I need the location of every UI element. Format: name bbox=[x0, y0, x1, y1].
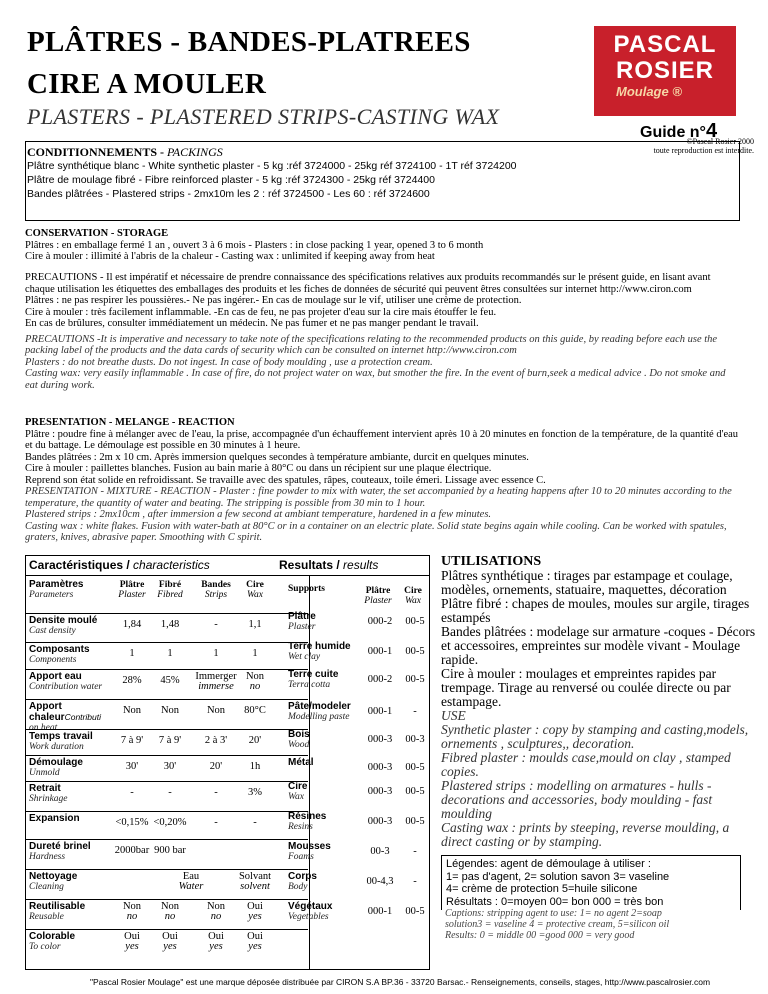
table-cell: 1,84 bbox=[122, 619, 142, 630]
col-platre: Plâtre Plaster bbox=[118, 580, 146, 600]
page-title-line2: CIRE A MOULER bbox=[27, 68, 267, 100]
table-cell: Oui yes bbox=[247, 901, 263, 922]
table-row-label: Expansion bbox=[29, 813, 80, 824]
precautions-section: PRECAUTIONS - Il est impératif et nécessaire de prendre connaissance des spécifications relatives aux produits recommandés sur le présent guide, en lisant avant chaque utilisation les étiquettes des emballages des produits et les fiches de données de sécurité qui peuvent êtres consultées sur internet http://www.ciron.com Plâtres : ne pas respirer les poussières.- Ne pas ingérer.- En cas de moulage sur le vif, utiliser une crème de protection. Cire à mouler : très facilement inflammable. -En cas de feu, ne pas projeter d'eau sur la cire mais étouffer le feu. En cas de brûlures, consulter immédiatement un médecin. Ne pas fumer et ne pas manger pendant le travail. PRECAUTIONS -It is imperative and necessary to take note of the specifications relating to the recommended products on this guide, by reading before each use the packing label of the products and the data cards of security which can be consulted on internet http://www.ciron.com Plasters : do not breathe dusts. Do not ingest. In case of body moulding , use a protection cream. Casting wax: very easily inflammable . In case of fire, do not project water on wax, but smother the fire. In the event of burn,seek a medical advice . Do not smoke and eat during work. bbox=[25, 272, 726, 391]
support-label: Terre humide Wet clay bbox=[288, 641, 351, 662]
row-divider bbox=[26, 669, 308, 670]
results-title: Resultats / results bbox=[279, 558, 379, 572]
copyright: ©Pascal Rosier 2000 toute reproduction est interdite. bbox=[653, 137, 754, 155]
table-cell: Non bbox=[122, 705, 142, 716]
table-cell: Oui yes bbox=[124, 931, 140, 952]
table-cell: Non bbox=[160, 705, 180, 716]
packing-line: Bandes plâtrées - Plastered strips - 2mx10m les 2 : réf 3724500 - Les 60 : réf 3724600 bbox=[27, 188, 430, 200]
utilisations-section: UTILISATIONS Plâtres synthétique : tirages par estampage et coulage, modèles, ornements, statuaire, maquettes, décoration Plâtre fibré : chapes de moules, moules sur argile, tirages estampés Bandes plâtrées : modelage sur armature -coques - Décors et accessoires, empreintes sur modèle vivant - Moulage rapide. Cire à mouler : moulages et empreintes rapides par trempage. Tirage au renversé ou coulée directe ou par estampage. USE Synthetic plaster : copy by stamping and casting,models, ornements , sculptures,, decoration. Fibred plaster : moulds case,mould on clay , stamped copies. Plastered strips : modelling on armatures - hulls - decorations and accessories, body moulding - fast moulding Casting wax : prints by steeping, reverse moulding, a direct casting or by stamping. bbox=[441, 554, 756, 849]
result-wax: - bbox=[413, 876, 417, 887]
table-cell: 1 bbox=[129, 648, 135, 659]
table-cell: Non no bbox=[160, 901, 180, 922]
legend-box: Légendes: agent de démoulage à utiliser : 1= pas d'agent, 2= solution savon 3= vaseline 4= crème de protection 5=huile silicone Résultats : 0=moyen 00= bon 000 = très bon bbox=[441, 855, 741, 910]
table-row-label: Colorable To color bbox=[29, 931, 76, 952]
logo-text-3: Moulage ® bbox=[616, 84, 682, 99]
row-divider bbox=[26, 811, 308, 812]
result-plaster: 000-3 bbox=[367, 816, 393, 827]
result-plaster: 000-3 bbox=[367, 786, 393, 797]
logo-text-1: PASCAL bbox=[613, 31, 717, 58]
support-label: Corps Body bbox=[288, 871, 317, 892]
table-cell: 45% bbox=[160, 675, 180, 686]
col-rcire: Cire Wax bbox=[404, 586, 422, 606]
packing-line: Plâtre de moulage fibré - Fibre reinforced plaster - 5 kg :réf 3724300 - 25kg réf 3724400 bbox=[27, 174, 435, 186]
table-cell: 3% bbox=[248, 787, 262, 798]
footer: "Pascal Rosier Moulage" est une marque déposée distribuée par CIRON S.A BP.36 - 33720 Barsac.- Renseignements, conseils, stages, http://www.pascalrosier.com bbox=[89, 977, 711, 987]
table-cell: 30' bbox=[125, 761, 139, 772]
table-cell: 1h bbox=[249, 761, 261, 772]
table-cell: Oui yes bbox=[247, 931, 263, 952]
result-plaster: 000-2 bbox=[367, 674, 393, 685]
result-wax: 00-5 bbox=[405, 816, 425, 827]
row-divider bbox=[26, 642, 308, 643]
table-cell: 7 à 9' bbox=[158, 735, 182, 746]
storage-section: CONSERVATION - STORAGE Plâtres : en emballage fermé 1 an , ouvert 3 à 6 mois - Plasters : in close packing 1 year, opened 3 to 6 month Cire à mouler : illimité à l'abris de la chaleur - Casting wax : unlimited if keeping away from heat bbox=[25, 228, 484, 262]
result-plaster: 00-3 bbox=[370, 846, 390, 857]
table-cell: 30' bbox=[163, 761, 177, 772]
table-cell: Oui yes bbox=[208, 931, 224, 952]
result-plaster: 000-3 bbox=[367, 762, 393, 773]
table-row-label: Apport chaleurContributi on heat bbox=[29, 701, 101, 733]
row-divider bbox=[26, 899, 308, 900]
table-cell: - bbox=[253, 817, 257, 828]
table-cell: 1 bbox=[252, 648, 258, 659]
row-divider bbox=[26, 755, 308, 756]
table-cell: - bbox=[214, 817, 218, 828]
row-divider bbox=[26, 839, 308, 840]
table-cell: Non no bbox=[245, 671, 265, 692]
logo-text-2: ROSIER bbox=[615, 57, 714, 84]
table-row-label: Dureté brinel Hardness bbox=[29, 841, 91, 862]
row-divider bbox=[26, 869, 308, 870]
table-cell: 20' bbox=[248, 735, 262, 746]
result-wax: - bbox=[413, 706, 417, 717]
table-cell: - bbox=[168, 787, 172, 798]
table-cell: Solvant solvent bbox=[238, 871, 272, 892]
row-divider bbox=[26, 929, 308, 930]
table-row-label: Démoulage Unmold bbox=[29, 757, 83, 778]
col-cire: Cire Wax bbox=[246, 580, 264, 600]
result-wax: 00-5 bbox=[405, 786, 425, 797]
presentation-section: PRESENTATION - MELANGE - REACTION Plâtre : poudre fine à mélanger avec de l'eau, la prise, accompagnée d'un échauffement intervient après 10 à 20 minutes en fonction de la température, de la quantité d'eau et du battage. Le démoulage est possible en 30 minutes à 1 heure. Bandes plâtrées : 2m x 10 cm. Après immersion quelques secondes à température ambiante, durcit en quelques minutes. Cire à mouler : paillettes blanches. Fusion au bain marie à 80°C ou dans un récipient sur une plaque électrique. Reprend son état solide en refroidissant. Se travaille avec des spatules, râpes, couteaux, toile émeri. Lissage avec essence C. PRESENTATION - MIXTURE - REACTION - Plaster : fine powder to mix with water, the set accompanied by a heating happens after 10 to 20 minutes according to the temperature, the quantity of water and beating. The stripping is possible from 30 min to 1 hour. Plastered strips : 2mx10cm , after immersion a few second at ambiant temperature, hardened in a few minutes. Casting wax : white flakes. Fusion with water-bath at 80°C or in a container on an electric plate. Solid state begins again while cooling. Can be worked with spatules, graters, knives, abrasive paper. Smoothing with C spirit. bbox=[25, 417, 739, 543]
result-wax: 00-5 bbox=[405, 674, 425, 685]
table-row-label: Densite moulé Cast density bbox=[29, 615, 98, 636]
table-row-label: Nettoyage Cleaning bbox=[29, 871, 78, 892]
table-cell: <0,20% bbox=[153, 817, 187, 828]
table-cell: 20' bbox=[209, 761, 223, 772]
support-label: Terre cuite Terra cotta bbox=[288, 669, 339, 690]
result-plaster: 000-1 bbox=[367, 906, 393, 917]
result-plaster: 000-2 bbox=[367, 616, 393, 627]
guide-number: Guide n°4 bbox=[640, 120, 718, 142]
support-label: Résines Resins bbox=[288, 811, 327, 832]
col-params: Paramètres Parameters bbox=[29, 579, 84, 600]
result-wax: 00-5 bbox=[405, 616, 425, 627]
table-row-label: Temps travail Work duration bbox=[29, 731, 93, 752]
brand-logo bbox=[594, 26, 736, 116]
table-cell: 1 bbox=[213, 648, 219, 659]
legend-english: Captions: stripping agent to use: 1= no agent 2=soap solution3 = vaseline 4 = protective cream, 5=silicon oil Results: 0 = middle 00 =good 000 = very good bbox=[445, 908, 670, 941]
packings-title: CONDITIONNEMENTS - PACKINGS bbox=[27, 145, 223, 159]
col-rplatre: Plâtre Plaster bbox=[364, 586, 392, 606]
col-bandes: Bandes Strips bbox=[201, 580, 231, 600]
page-title-line1: PLÂTRES - BANDES-PLATREES bbox=[27, 26, 471, 58]
row-divider bbox=[26, 699, 308, 700]
table-cell: 28% bbox=[122, 675, 142, 686]
table-cell: 2 à 3' bbox=[204, 735, 228, 746]
packing-line: Plâtre synthétique blanc - White synthetic plaster - 5 kg :réf 3724000 - 25kg réf 3724100 - 1T réf 3724200 bbox=[27, 160, 517, 172]
table-title: Caractéristiques / characteristics bbox=[29, 558, 210, 572]
support-label: Cire Wax bbox=[288, 781, 308, 802]
table-cell: 900 bar bbox=[154, 845, 186, 856]
table-cell: Non no bbox=[122, 901, 142, 922]
table-row-label: Retrait Shrinkage bbox=[29, 783, 68, 804]
table-cell: Immerger immerse bbox=[195, 671, 237, 692]
row-divider bbox=[26, 781, 308, 782]
support-label: Bois Wood bbox=[288, 729, 310, 750]
page-subtitle: PLASTERS - PLASTERED STRIPS-CASTING WAX bbox=[27, 104, 500, 129]
result-wax: 00-5 bbox=[405, 762, 425, 773]
table-cell: 1 bbox=[167, 648, 173, 659]
table-cell: 7 à 9' bbox=[120, 735, 144, 746]
row-divider bbox=[26, 729, 308, 730]
table-cell: - bbox=[214, 619, 218, 630]
support-label: Pâte/modeler Modelling paste bbox=[288, 701, 351, 722]
table-cell: 80°C bbox=[244, 705, 266, 716]
support-label: Végétaux Vegetables bbox=[288, 901, 333, 922]
result-plaster: 00-4,3 bbox=[366, 876, 394, 887]
result-plaster: 000-1 bbox=[367, 646, 393, 657]
result-plaster: 000-3 bbox=[367, 734, 393, 745]
result-wax: 00-3 bbox=[405, 734, 425, 745]
table-row-label: Composants Components bbox=[29, 644, 90, 665]
table-row-label: Apport eau Contribution water bbox=[29, 671, 103, 692]
result-wax: 00-5 bbox=[405, 906, 425, 917]
table-cell: 2000bar bbox=[114, 845, 150, 856]
result-wax: - bbox=[413, 846, 417, 857]
packings-box bbox=[25, 141, 740, 221]
table-cell: - bbox=[130, 787, 134, 798]
table-cell: Eau Water bbox=[178, 871, 204, 892]
characteristics-table bbox=[25, 555, 430, 970]
support-label: Plâtre Plaster bbox=[288, 611, 316, 632]
table-cell: 1,48 bbox=[160, 619, 180, 630]
support-label: Métal bbox=[288, 757, 314, 768]
table-cell: - bbox=[214, 787, 218, 798]
support-label: Mousses Foams bbox=[288, 841, 331, 862]
table-cell: 1,1 bbox=[248, 619, 262, 630]
col-fibre: Fibré Fibred bbox=[157, 580, 183, 600]
table-cell: <0,15% bbox=[115, 817, 149, 828]
table-row-label: Reutilisable Reusable bbox=[29, 901, 86, 922]
col-supports: Supports bbox=[288, 584, 325, 594]
table-cell: Oui yes bbox=[162, 931, 178, 952]
row-divider bbox=[26, 613, 308, 614]
result-wax: 00-5 bbox=[405, 646, 425, 657]
table-cell: Non no bbox=[206, 901, 226, 922]
result-plaster: 000-1 bbox=[367, 706, 393, 717]
table-cell: Non bbox=[206, 705, 226, 716]
